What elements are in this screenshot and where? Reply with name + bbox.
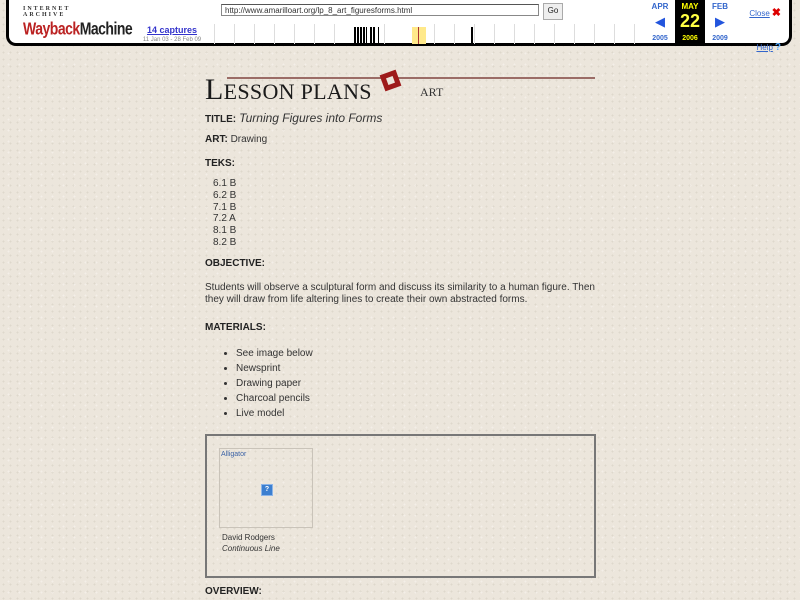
prev-capture[interactable] <box>645 0 675 42</box>
teks-item: 8.2 B <box>213 236 237 248</box>
capture-timeline[interactable] <box>214 22 644 44</box>
teks-item: 8.1 B <box>213 225 237 237</box>
current-capture <box>675 0 705 43</box>
teks-heading: TEKS: <box>205 158 235 169</box>
logo-internet-archive-text: INTERNET ARCHIVE <box>23 6 71 18</box>
logo-wayback-word: Wayback <box>23 18 80 38</box>
lesson-title <box>205 111 600 125</box>
banner-title <box>205 73 372 107</box>
teks-item: 6.1 B <box>213 178 237 189</box>
lesson-art <box>205 134 600 145</box>
art-value: Drawing <box>230 134 268 145</box>
material-item: • Newsprint <box>236 361 600 376</box>
logo-wayback-machine-text <box>23 18 133 38</box>
toolbar-actions <box>731 3 781 55</box>
close-link[interactable]: Close <box>749 9 770 18</box>
title-value: Turning Figures into Forms <box>239 111 383 125</box>
captures-range: 11 Jan 03 - 28 Feb 09 <box>142 37 202 43</box>
prev-year[interactable]: 2005 <box>652 35 668 42</box>
banner-title-rest: ESSON PLANS <box>223 79 372 104</box>
next-month[interactable]: FEB <box>712 2 728 11</box>
teks-item: 6.2 B <box>213 189 237 201</box>
captures-info <box>137 25 207 43</box>
lesson-content <box>205 65 600 421</box>
artwork-title: Continuous Line <box>222 544 280 553</box>
prev-arrow-icon[interactable]: ◀ <box>655 14 665 29</box>
overview-heading: OVERVIEW: <box>205 586 262 597</box>
lesson-plans-banner <box>205 65 600 105</box>
materials-list <box>225 346 600 421</box>
material-item: • See image below <box>236 346 600 361</box>
banner-square-icon <box>380 70 402 92</box>
banner-section: ART <box>420 85 444 99</box>
logo-machine-word: Machine <box>79 18 133 38</box>
broken-image-icon: ? <box>261 484 273 496</box>
artwork-frame <box>205 434 596 578</box>
go-button[interactable]: Go <box>543 3 563 20</box>
next-arrow-icon[interactable]: ▶ <box>715 14 725 29</box>
objective-text: Students will observe a sculptural form and discuss its similarity to a human figure. Then they will draw from life altering lines to create their own abstracted forms. <box>205 281 595 306</box>
art-label: ART: <box>205 134 228 145</box>
banner-initial: L <box>205 73 224 106</box>
current-month: MAY <box>681 2 699 11</box>
teks-item: 7.1 B <box>213 201 237 213</box>
wayback-toolbar <box>6 0 792 53</box>
date-navigator <box>645 0 735 46</box>
prev-month[interactable]: APR <box>651 2 669 11</box>
wayback-logo[interactable] <box>23 6 133 38</box>
image-alt-text: Alligator <box>221 451 247 458</box>
materials-heading: MATERIALS: <box>205 321 266 333</box>
teks-list <box>213 178 600 249</box>
artwork-image-placeholder[interactable] <box>219 448 313 528</box>
url-input[interactable] <box>221 4 539 16</box>
current-year: 2006 <box>682 35 698 42</box>
objective-heading: OBJECTIVE: <box>205 257 266 269</box>
material-item: • Drawing paper <box>236 376 600 391</box>
next-year[interactable]: 2009 <box>712 35 728 42</box>
help-link[interactable]: Help <box>756 43 773 52</box>
teks-item: 7.2 A <box>213 213 236 225</box>
close-button[interactable] <box>731 3 781 21</box>
help-icon[interactable]: ? <box>774 42 781 53</box>
artwork-caption <box>222 532 280 554</box>
current-day: 22 <box>679 11 701 31</box>
help-button[interactable] <box>731 37 781 55</box>
material-item: • Live model <box>236 406 600 421</box>
material-item: • Charcoal pencils <box>236 391 600 406</box>
captures-link[interactable]: 14 captures <box>146 25 198 35</box>
close-icon[interactable]: ✖ <box>771 7 781 19</box>
artist-name: David Rodgers <box>222 533 275 542</box>
title-label: TITLE: <box>205 114 237 125</box>
